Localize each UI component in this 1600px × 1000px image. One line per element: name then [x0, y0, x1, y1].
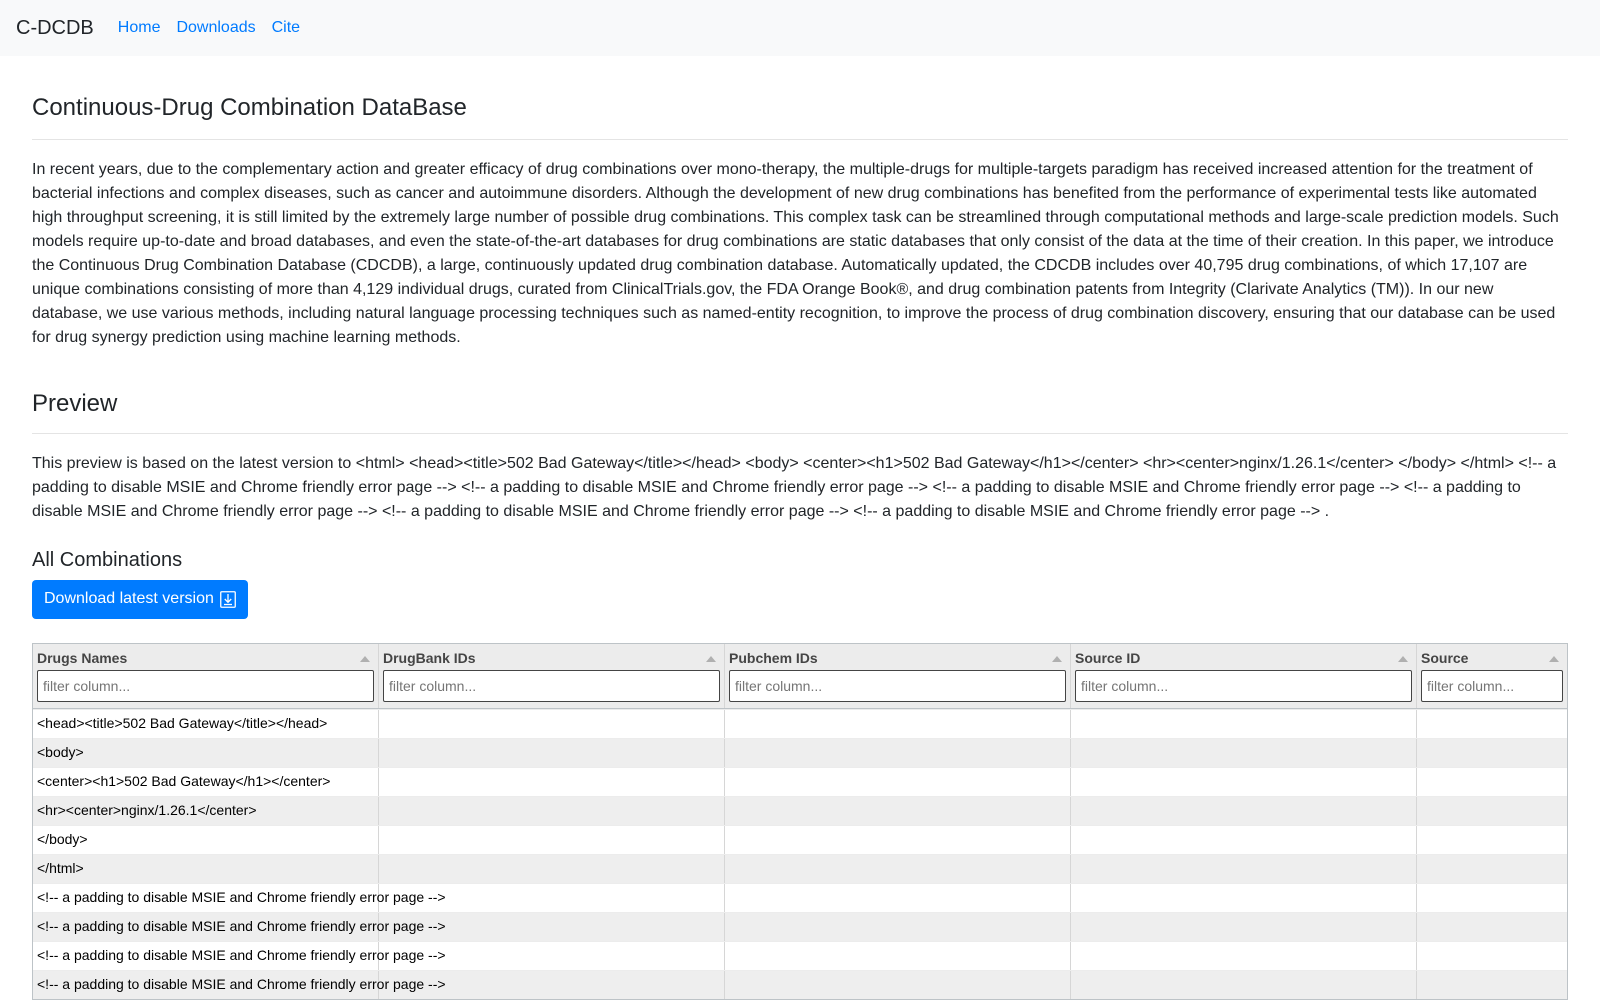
cell-drugbank-ids	[379, 826, 725, 854]
column-header-pubchem-ids[interactable]	[725, 644, 1071, 708]
cell-drugs-names: <!-- a padding to disable MSIE and Chrome friendly error page -->	[33, 971, 379, 999]
preview-paragraph: This preview is based on the latest version to <html> <head><title>502 Bad Gateway</title></head> <body> <center><h1>502 Bad Gateway</h1></center> <hr><center>nginx/1.26.1</center> </body> </html> <!-- a padding to disable MSIE and Chrome friendly error page --> <!-- a padding to disable MSIE and Chrome friendly error page --> <!-- a padding to disable MSIE and Chrome friendly error page --> <!-- a padding to disable MSIE and Chrome friendly error page --> <!-- a padding to disable MSIE and Chrome friendly error page --> <!-- a padding to disable MSIE and Chrome friendly error page --> .	[32, 454, 1557, 520]
cell-drugbank-ids	[379, 913, 725, 941]
cell-source	[1417, 942, 1567, 970]
cell-drugs-names: <!-- a padding to disable MSIE and Chrome friendly error page -->	[33, 884, 379, 912]
cell-pubchem-ids	[725, 797, 1071, 825]
cell-drugbank-ids	[379, 942, 725, 970]
sort-icon[interactable]	[360, 656, 370, 662]
cell-drugs-names: <body>	[33, 739, 379, 767]
cell-pubchem-ids	[725, 826, 1071, 854]
table-row[interactable]	[33, 709, 1567, 738]
sort-icon[interactable]	[706, 656, 716, 662]
all-combinations-heading: All Combinations	[32, 548, 183, 571]
download-button-label: Download latest version	[44, 590, 214, 608]
brand-logo[interactable]: C-DCDB	[16, 17, 94, 39]
cell-pubchem-ids	[725, 971, 1071, 999]
cell-drugs-names: <head><title>502 Bad Gateway</title></head>	[33, 710, 379, 738]
cell-drugs-names: </body>	[33, 826, 379, 854]
cell-source	[1417, 710, 1567, 738]
sort-icon[interactable]	[1549, 656, 1559, 662]
filter-input-drugs-names[interactable]	[37, 670, 374, 702]
cell-pubchem-ids	[725, 710, 1071, 738]
column-label: Drugs Names	[37, 650, 128, 667]
cell-drugbank-ids	[379, 768, 725, 796]
cell-pubchem-ids	[725, 913, 1071, 941]
preview-heading: Preview	[32, 390, 1568, 434]
table-row[interactable]	[33, 970, 1567, 999]
column-label: Source	[1421, 650, 1469, 667]
cell-source-id	[1071, 826, 1417, 854]
page-title: Continuous-Drug Combination DataBase	[32, 94, 1568, 140]
cell-drugbank-ids	[379, 884, 725, 912]
table-header	[33, 644, 1567, 709]
cell-drugbank-ids	[379, 971, 725, 999]
table-body	[33, 709, 1567, 999]
cell-drugs-names: </html>	[33, 855, 379, 883]
table-row[interactable]	[33, 941, 1567, 970]
cell-source	[1417, 884, 1567, 912]
cell-drugbank-ids	[379, 855, 725, 883]
cell-pubchem-ids	[725, 942, 1071, 970]
table-row[interactable]	[33, 854, 1567, 883]
filter-input-pubchem-ids[interactable]	[729, 670, 1066, 702]
cell-source	[1417, 826, 1567, 854]
cell-source	[1417, 971, 1567, 999]
cell-source-id	[1071, 710, 1417, 738]
cell-drugs-names: <!-- a padding to disable MSIE and Chrome friendly error page -->	[33, 913, 379, 941]
cell-drugs-names: <hr><center>nginx/1.26.1</center>	[33, 797, 379, 825]
cell-drugs-names: <!-- a padding to disable MSIE and Chrome friendly error page -->	[33, 942, 379, 970]
column-header-source[interactable]	[1417, 644, 1567, 708]
cell-source-id	[1071, 739, 1417, 767]
cell-source-id	[1071, 913, 1417, 941]
table-row[interactable]	[33, 825, 1567, 854]
cell-source-id	[1071, 884, 1417, 912]
column-label: DrugBank IDs	[383, 650, 476, 667]
cell-pubchem-ids	[725, 855, 1071, 883]
table-row[interactable]	[33, 796, 1567, 825]
cell-source	[1417, 768, 1567, 796]
sort-icon[interactable]	[1052, 656, 1062, 662]
download-icon	[220, 591, 236, 608]
cell-source-id	[1071, 855, 1417, 883]
filter-input-source-id[interactable]	[1075, 670, 1412, 702]
column-header-source-id[interactable]	[1071, 644, 1417, 708]
cell-drugbank-ids	[379, 739, 725, 767]
download-latest-button[interactable]	[32, 580, 248, 619]
intro-paragraph: In recent years, due to the complementary action and greater efficacy of drug combinations over mono-therapy, the multiple-drugs for multiple-targets paradigm has received increased attention for the treatment of bacterial infections and complex diseases, such as cancer and autoimmune disorders. Although the development of new drug combinations has benefited from the performance of experimental tests like automated high throughput screening, it is still limited by the extremely large number of possible drug combinations. This complex task can be streamlined through computational methods and large-scale prediction models. Such models require up-to-date and broad databases, and even the state-of-the-art databases for drug combinations are static databases that only consist of the data at the time of their creation. In this paper, we introduce the Continuous Drug Combination Database (CDCDB), a large, continuously updated drug combination database. Automatically updated, the CDCDB includes over 40,795 drug combinations, of which 17,107 are unique combinations consisting of more than 4,129 individual drugs, curated from ClinicalTrials.gov, the FDA Orange Book®, and drug combination patents from Integrity (Clarivate Analytics (TM)). In our new database, we use various methods, including natural language processing techniques such as named-entity recognition, to improve the process of drug combination discovery, ensuring that our database can be used for drug synergy prediction using machine learning methods.	[32, 160, 1559, 346]
cell-source-id	[1071, 768, 1417, 796]
nav-link-downloads[interactable]: Downloads	[176, 19, 256, 36]
navbar	[0, 0, 1600, 56]
column-label: Pubchem IDs	[729, 650, 818, 667]
cell-source-id	[1071, 971, 1417, 999]
cell-source	[1417, 913, 1567, 941]
sort-icon[interactable]	[1398, 656, 1408, 662]
cell-source	[1417, 797, 1567, 825]
cell-source	[1417, 739, 1567, 767]
nav-link-home[interactable]: Home	[117, 19, 161, 36]
nav-link-cite[interactable]: Cite	[271, 19, 301, 36]
cell-source	[1417, 855, 1567, 883]
cell-pubchem-ids	[725, 768, 1071, 796]
filter-input-drugbank-ids[interactable]	[383, 670, 720, 702]
cell-drugbank-ids	[379, 710, 725, 738]
cell-source-id	[1071, 797, 1417, 825]
table-row[interactable]	[33, 912, 1567, 941]
main-container	[0, 94, 1600, 1000]
column-header-drugbank-ids[interactable]	[379, 644, 725, 708]
cell-pubchem-ids	[725, 739, 1071, 767]
table-row[interactable]	[33, 883, 1567, 912]
cell-drugs-names: <center><h1>502 Bad Gateway</h1></center>	[33, 768, 379, 796]
cell-source-id	[1071, 942, 1417, 970]
filter-input-source[interactable]	[1421, 670, 1563, 702]
column-label: Source ID	[1075, 650, 1141, 667]
combinations-table	[32, 643, 1568, 1000]
table-row[interactable]	[33, 738, 1567, 767]
cell-drugbank-ids	[379, 797, 725, 825]
table-row[interactable]	[33, 767, 1567, 796]
cell-pubchem-ids	[725, 884, 1071, 912]
column-header-drugs-names[interactable]	[33, 644, 379, 708]
